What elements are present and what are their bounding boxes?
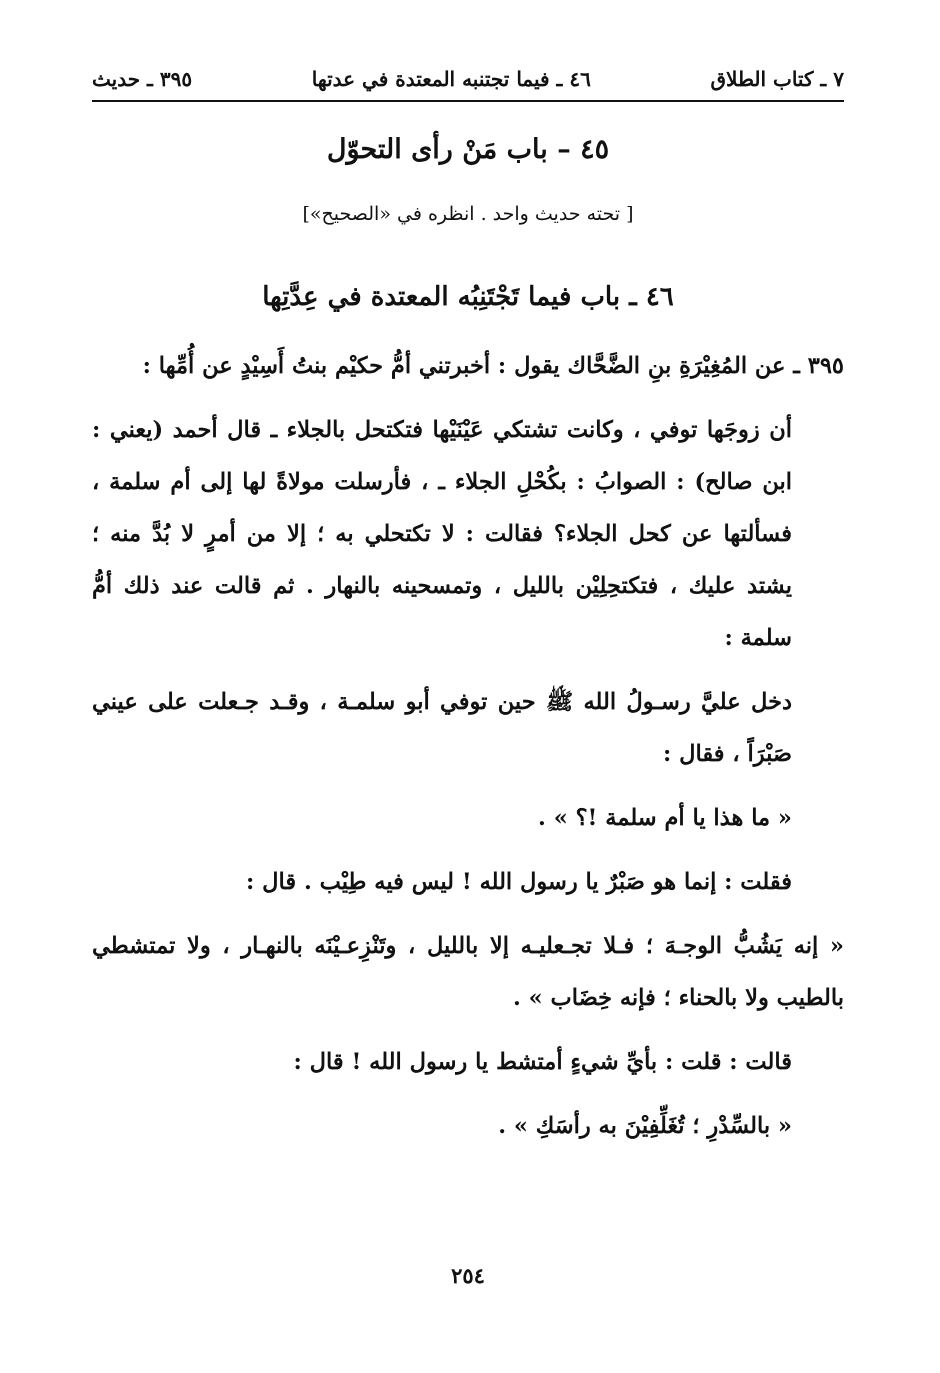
header-chapter-title: ٤٦ ـ فيما تجتنبه المعتدة في عدتها [311,67,591,91]
header-divider [92,100,844,102]
page-number: ٢٥٤ [451,1263,485,1288]
paragraph: فقلت : إنما هو صَبْرٌ يا رسول الله ! ليس فيه طِيْب . قال : [246,869,792,895]
chapter-46-title: ٤٦ ـ باب فيما تَجْتَنِبُه المعتدة في عِدَّتِها [262,282,674,312]
header-hadith-number: ٣٩٥ ـ حديث [92,67,193,91]
paragraph: دخل عليَّ رسـولُ الله ﷺ حين توفي أبو سلمـة ، وقـد جـعلت على عيني صَبْرَاً ، فقال : [92,689,792,767]
hadith-isnad: ٣٩٥ ـ عن المُغِيْرَةِ بنِ الضَّحَّاك يقول : أخبرتني أمُّ حكيْم بنتُ أَسِيْدٍ عن أُمِّها : [142,353,844,379]
quote: « إنه يَشُبُّ الوجـهَ ؛ فـلا تجـعليـه إلا بالليل ، وتَنْزِعـيْنَه بالنهـار ، ولا تمتشطي بالطيب ولا بالحناء ؛ فإنه خِضَاب » . [92,933,844,1011]
chapter-45-note: [ تحته حديث واحد . انظره في «الصحيح»] [302,203,634,225]
quote: « بالسِّدْرِ ؛ تُغَلِّفِيْنَ به رأسَكِ » . [498,1113,792,1139]
hadith-body [92,340,844,1164]
paragraph: أن زوجَها توفي ، وكانت تشتكي عَيْنَيْها فتكتحل بالجلاء ـ قال أحمد (يعني : ابن صالح) : الصوابُ : بكُحْلِ الجلاء ـ ، فأرسلت مولاةً لها إلى أم سلمة ، فسألتها عن كحل الجلاء؟ فقالت : لا تكتحلي به ؛ إلا من أمرٍ لا بُدَّ منه ؛ يشتد عليك ، فتكتحِلِيْن بالليل ، وتمسحينه بالنهار . ثم قالت عند ذلك أمُّ سلمة : [92,417,792,651]
header-book-title: ٧ ـ كتاب الطلاق [710,67,844,91]
paragraph: قالت : قلت : بأيِّ شيءٍ أمتشط يا رسول الله ! قال : [293,1049,792,1075]
quote: « ما هذا يا أم سلمة !؟ » . [538,805,792,831]
chapter-45-title: ٤٥ – باب مَنْ رأى التحوّل [326,134,610,165]
running-header [92,62,844,96]
